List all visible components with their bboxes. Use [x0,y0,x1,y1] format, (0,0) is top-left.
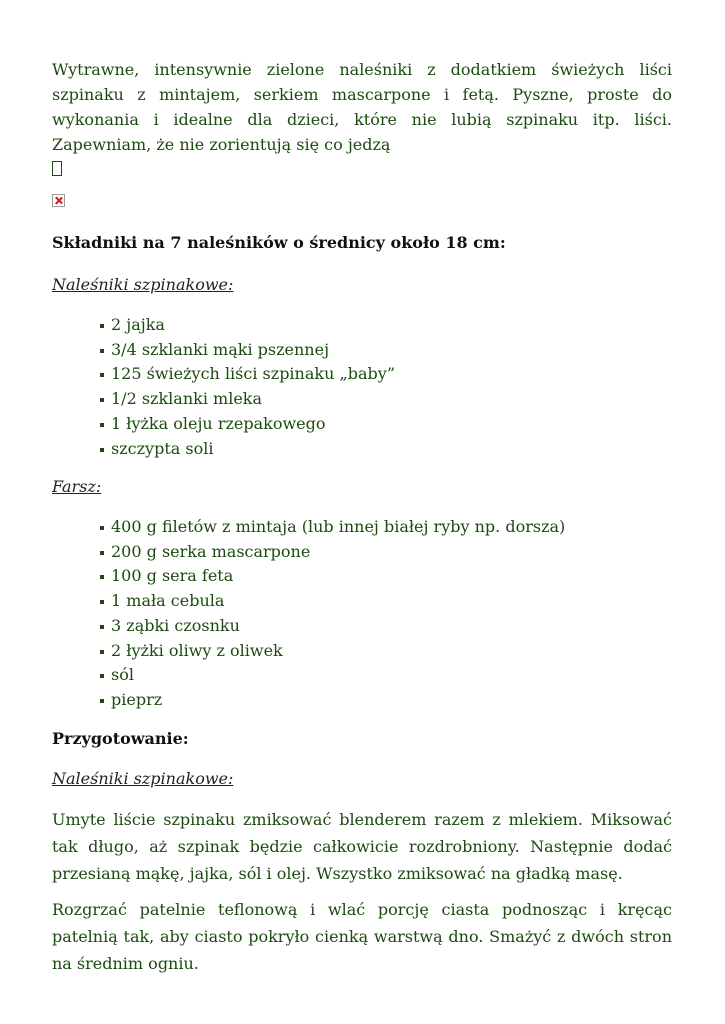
preparation-paragraph-1: Umyte liście szpinaku zmiksować blenderem razem z mlekiem. Miksować tak długo, aż szpinak będzie całkowicie rozdrobniony. Następnie dodać przesianą mąkę, jajka, sól i olej. Wszystko zmiksować na gładką masę. [52,810,672,883]
filling-subheading: Farsz: [52,477,102,496]
preparation-paragraph-2: Rozgrzać patelnie teflonową i wlać porcję ciasta podnosząc i kręcąc patelnią tak, aby ciasto pokryło cienką warstwą dno. Smażyć z dwóch stron na średnim ogniu. [52,900,672,973]
filling-ingredient-list [100,515,565,713]
list-item: pieprz [100,688,565,713]
list-item: 3 ząbki czosnku [100,614,565,639]
intro-paragraph [52,57,672,182]
preparation-heading: Przygotowanie: [52,729,189,748]
ingredients-heading: Składniki na 7 naleśników o średnicy około 18 cm: [52,233,506,252]
list-item: 1/2 szklanki mleka [100,387,395,412]
list-item: 1 łyżka oleju rzepakowego [100,412,395,437]
list-item: sól [100,663,565,688]
list-item: 3/4 szklanki mąki pszennej [100,338,395,363]
list-item: 2 jajka [100,313,395,338]
list-item: 100 g sera feta [100,564,565,589]
missing-emoji-glyph-icon [52,161,62,176]
list-item: 2 łyżki oliwy z oliwek [100,639,565,664]
broken-image-icon [52,194,65,207]
list-item: 200 g serka mascarpone [100,540,565,565]
list-item: 1 mała cebula [100,589,565,614]
preparation-subheading: Naleśniki szpinakowe: [52,769,234,788]
list-item: 400 g filetów z mintaja (lub innej białej ryby np. dorsza) [100,515,565,540]
list-item: 125 świeżych liści szpinaku „baby” [100,362,395,387]
crepes-subheading: Naleśniki szpinakowe: [52,275,234,294]
list-item: szczypta soli [100,437,395,462]
crepes-ingredient-list [100,313,395,461]
intro-text: Wytrawne, intensywnie zielone naleśniki z dodatkiem świeżych liści szpinaku z mintajem, serkiem mascarpone i fetą. Pyszne, proste do wykonania i idealne dla dzieci, które nie lubią szpinaku itp. liści. Zapewniam, że nie zorientują się co jedzą [52,60,672,154]
